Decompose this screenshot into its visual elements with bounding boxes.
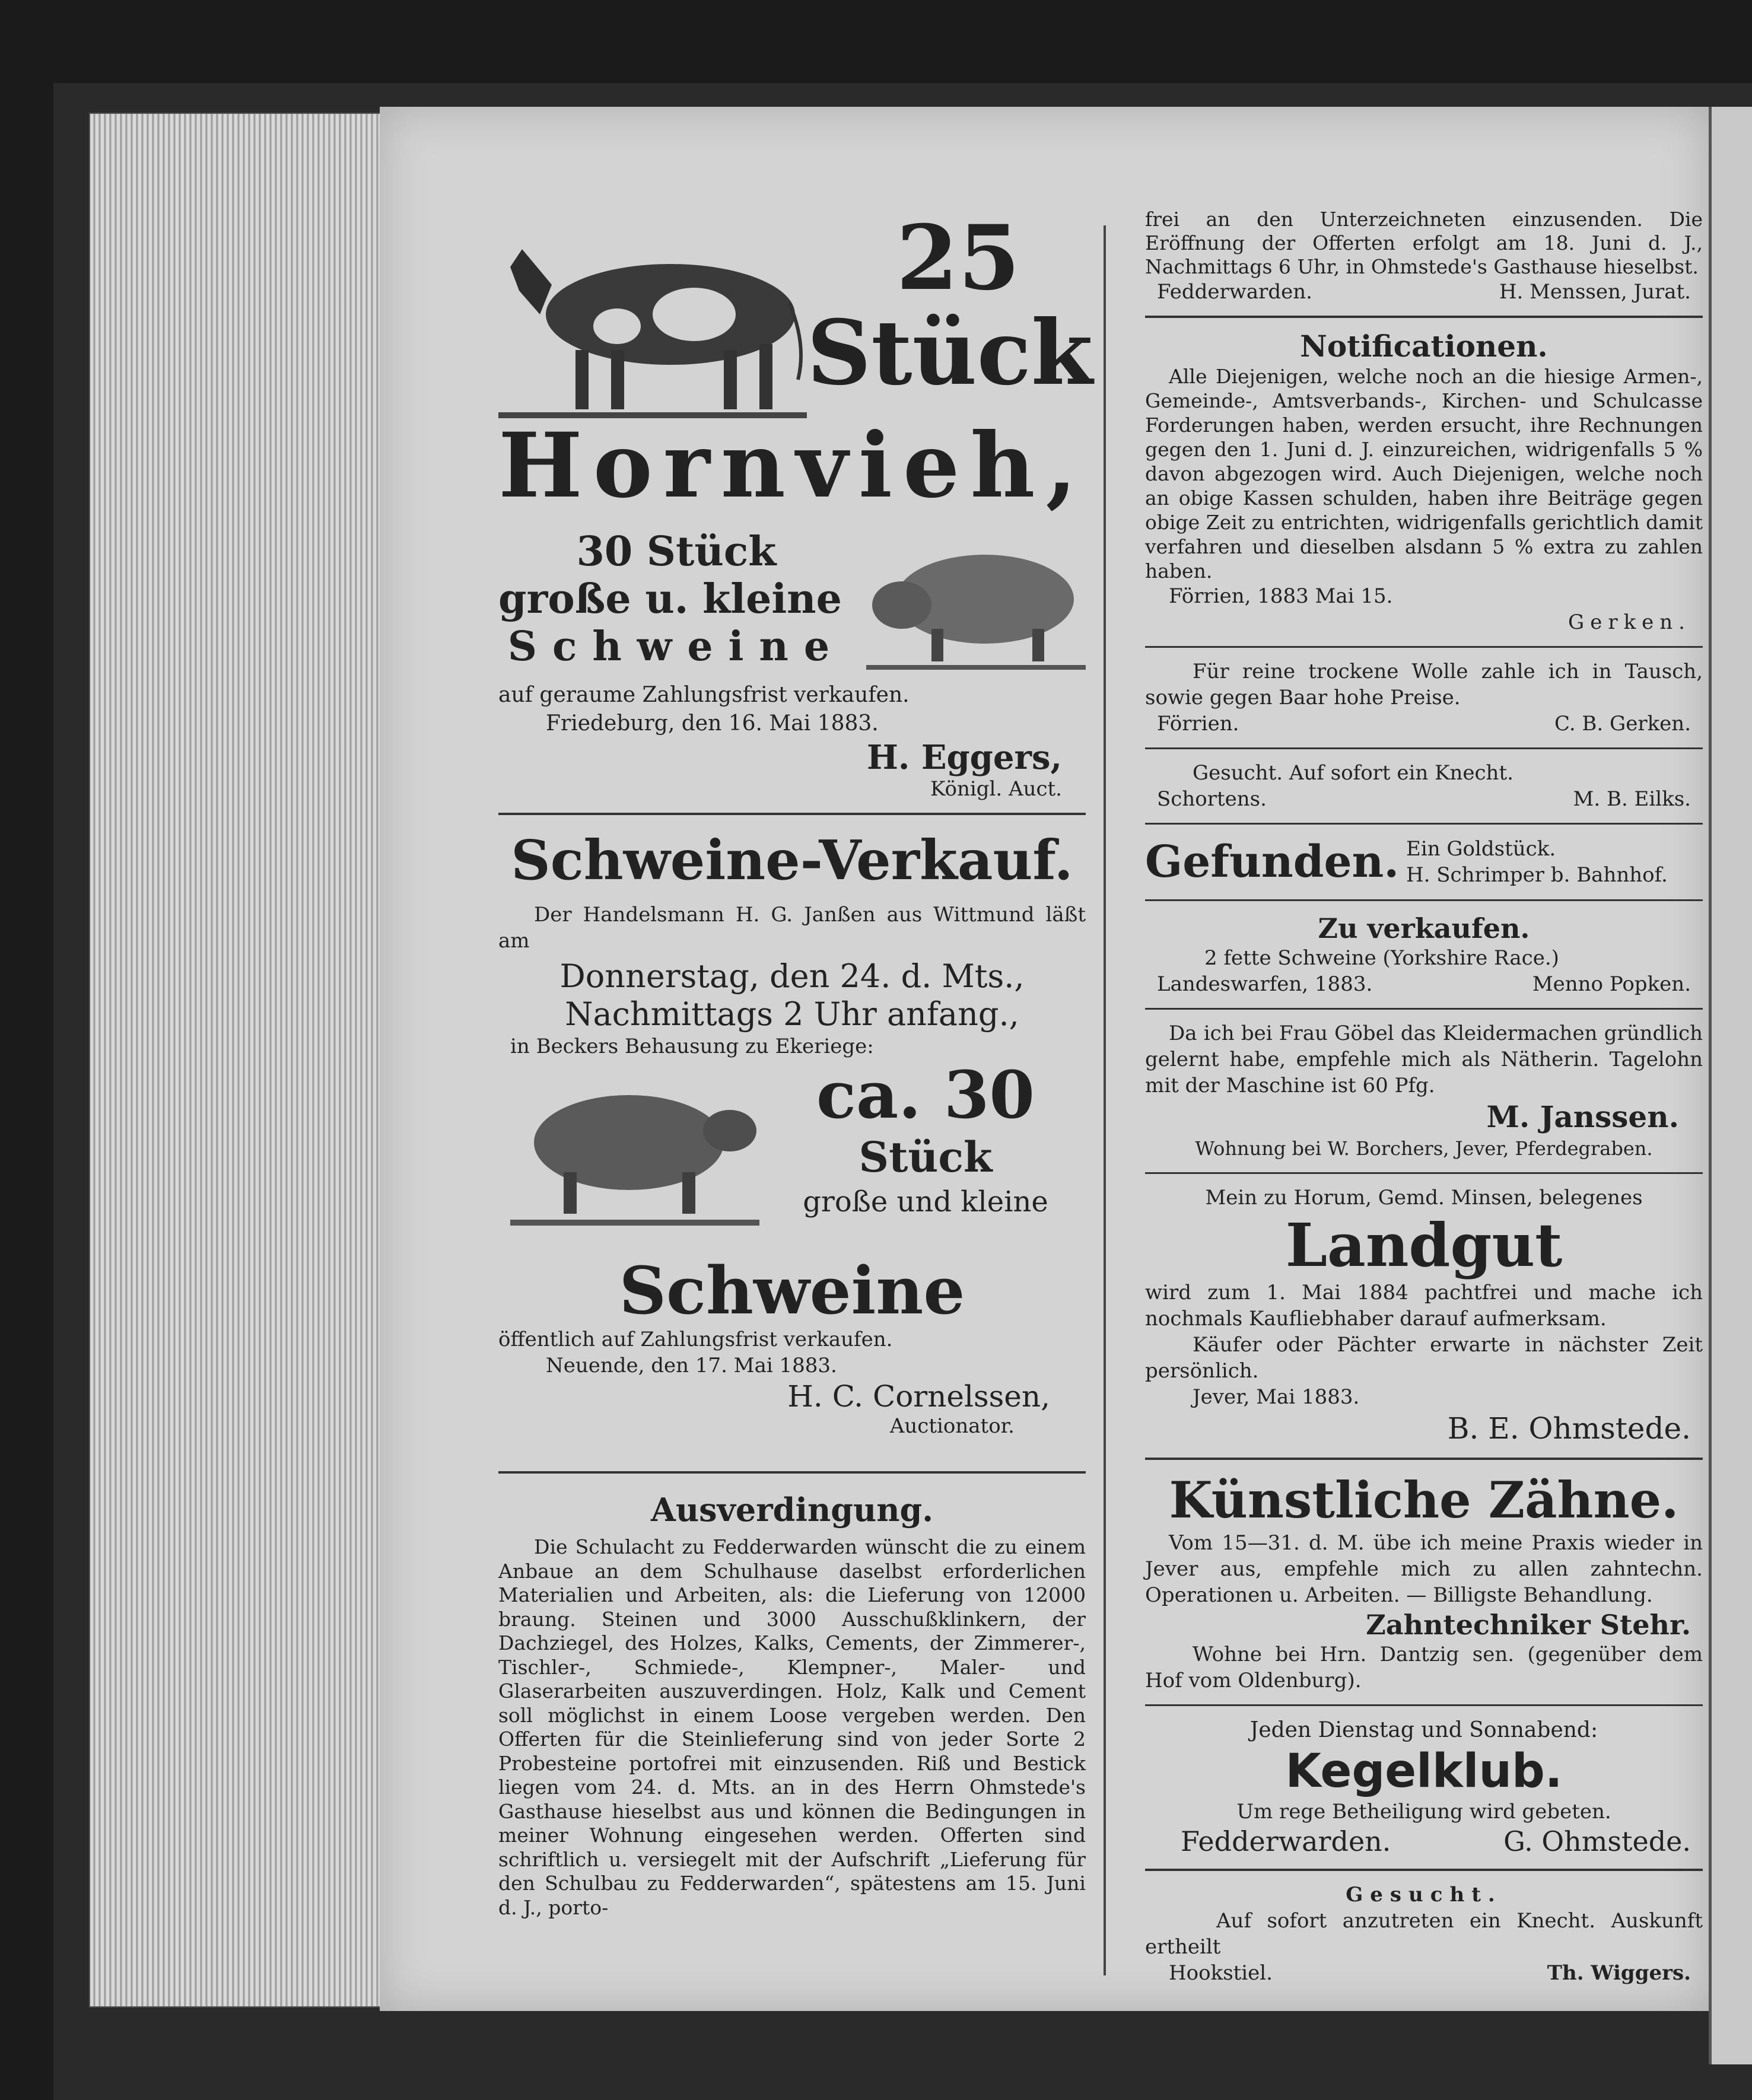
pig-icon [866,534,1086,676]
ad-teeth [1145,1471,1703,1694]
pigs-lines [498,528,854,670]
estate-signer: B. E. Ohmstede. [1447,1411,1691,1446]
ad-seamstress [1145,1020,1703,1162]
pig-sale-count: ca. 30 [816,1057,1035,1133]
pig-sale-intro: Der Handelsmann H. G. Janßen aus Wittmund läßt am [498,903,1086,953]
club-body: Um rege Betheiligung wird gebeten. [1236,1800,1611,1824]
club-place: Fedderwarden. [1181,1825,1391,1857]
divider [1145,1008,1703,1010]
estate-place-date: Jever, Mai 1883. [1193,1385,1360,1409]
wanted-signer: Th. Wiggers. [1547,1961,1691,1985]
divider [1145,646,1703,648]
sale-pigs-body: 2 fette Schweine (Yorkshire Race.) [1204,946,1559,970]
pig-sale-date: Donnerstag, den 24. d. Mts., [559,957,1025,995]
ad-servant [1145,760,1703,812]
cattle-title: Hornvieh, [498,413,1088,518]
pig-sale-terms: öffentlich auf Zahlungsfrist verkaufen. [498,1328,893,1351]
pig-sale-place: in Beckers Behausung zu Ekeriege: [510,1035,874,1058]
divider [1145,823,1703,825]
sale-pigs-signer: Menno Popken. [1532,972,1691,996]
cow-icon [498,225,807,427]
seamstress-body: Da ich bei Frau Göbel das Kleidermachen gründlich gelernt habe, empfehle mich als Nätherin. Tagelohn mit der Maschine ist 60 Pfg. [1145,1022,1703,1097]
ad-cattle [498,206,1093,807]
pig-sale-signer-title: Auctionator. [889,1414,1015,1438]
wool-signature-row [1145,711,1703,737]
pig-sale-time: Nachmittags 2 Uhr anfang., [565,995,1019,1033]
wool-place: Förrien. [1157,712,1239,736]
tender-continuation-block [1145,208,1703,305]
pig-sale-desc: große und kleine [803,1185,1048,1218]
pig-sale-signer: H. C. Cornelssen, [787,1379,1050,1414]
sale-pigs-title: Zu verkaufen. [1318,912,1530,944]
wool-signer: C. B. Gerken. [1554,712,1691,736]
notifications-place-date: Förrien, 1883 Mai 15. [1169,584,1393,608]
cattle-place-date: Friedeburg, den 16. Mai 1883. [546,711,879,736]
seamstress-address: Wohnung bei W. Borchers, Jever, Pferdegraben. [1195,1137,1653,1160]
page-edges [89,113,388,2007]
estate-body: wird zum 1. Mai 1884 pachtfrei und mache ich nochmals Kaufliebhaber darauf aufmerksam. [1145,1281,1703,1331]
cattle-terms: auf geraume Zahlungsfrist verkaufen. [498,683,910,707]
cattle-signer: H. Eggers, [866,738,1062,777]
club-signer: G. Ohmstede. [1503,1825,1691,1857]
right-column [1145,208,1703,1986]
ad-estate [1145,1185,1703,1447]
wanted-title: Gesucht. [1346,1883,1502,1907]
notifications-body: Alle Diejenigen, welche noch an die hiesige Armen-, Gemeinde-, Amtsverbands-, Kirchen- und Schulcasse Forderungen haben, werden ersucht, ihre Rechnungen gegen den 1. Juni d. J. einzureichen, widrigenfalls 5 % davon abgezogen wird. Auch Diejenigen, welche noch an obige Kassen schulden, haben ihre Beiträge gegen obige Zeit zu entrichten, widrigenfalls gerichtlich damit verfahren und dieselben alsdann 5 % extra zu zahlen haben. [1145,365,1703,583]
divider [1145,316,1703,318]
sale-pigs-place-date: Landeswarfen, 1883. [1157,972,1373,996]
next-page-edge [1709,107,1752,2064]
servant-signature-row [1145,786,1703,812]
pigs-count: 30 Stück [576,528,777,575]
ad-sale-pigs [1145,912,1703,997]
pig-sale-word: Schweine [619,1252,965,1329]
ad-found [1145,835,1703,889]
column-divider [1104,225,1106,1975]
wanted-body: Auf sofort anzutreten ein Knecht. Auskunft ertheilt [1145,1909,1703,1959]
ad-wool [1145,658,1703,737]
found-line-1: Ein Goldstück. [1406,837,1556,861]
cattle-unit: Stück [807,301,1093,405]
pig-sale-illus-row [498,1059,1086,1255]
teeth-signer: Zahntechniker Stehr. [1366,1609,1691,1641]
divider [1145,1869,1703,1871]
club-intro: Jeden Dienstag und Sonnabend: [1249,1718,1598,1742]
cattle-count: 25 [896,206,1020,310]
teeth-title: Künstliche Zähne. [1169,1471,1679,1529]
ad-tender [498,1489,1086,1920]
wanted-place: Hookstiel. [1169,1961,1273,1985]
sale-pigs-signature-row [1145,971,1703,997]
divider [1145,1172,1703,1174]
estate-title: Landgut [1285,1210,1563,1280]
club-signature-row [1145,1825,1703,1858]
found-lines [1406,836,1668,888]
divider [1145,747,1703,749]
wool-body: Für reine trockene Wolle zahle ich in Tausch, sowie gegen Baar hohe Preise. [1145,660,1703,709]
ad-club [1145,1717,1703,1858]
divider [498,813,1086,815]
club-title: Kegelklub. [1285,1745,1563,1798]
ad-wanted [1145,1882,1703,1986]
pig-sale-title: Schweine-Verkauf. [511,828,1073,892]
servant-place: Schortens. [1157,787,1267,811]
cattle-signer-title: Königl. Auct. [930,777,1062,801]
found-title: Gefunden. [1145,836,1400,887]
newspaper-page [380,107,1709,2011]
found-line-2: H. Schrimper b. Bahnhof. [1406,863,1668,887]
divider [498,1471,1086,1474]
teeth-body: Vom 15—31. d. M. übe ich meine Praxis wieder in Jever aus, empfehle mich zu allen zahntechn. Operationen u. Arbeiten. — Billigste Behandlung. [1145,1531,1703,1607]
tender-signature-row [1145,279,1703,305]
servant-body: Gesucht. Auf sofort ein Knecht. [1193,761,1513,785]
pig-icon [510,1071,759,1237]
pig-sale-unit: Stück [858,1132,993,1182]
tender-signer: H. Menssen, Jurat. [1499,280,1691,304]
pig-sale-place-date: Neuende, den 17. Mai 1883. [546,1354,837,1377]
seamstress-signer: M. Janssen. [1486,1099,1679,1134]
teeth-address: Wohne bei Hrn. Dantzig sen. (gegenüber dem Hof vom Oldenburg). [1145,1643,1703,1692]
tender-title: Ausverdingung. [650,1491,934,1529]
divider [1145,1458,1703,1460]
wanted-signature-row [1145,1960,1703,1986]
ad-notifications [1145,329,1703,635]
notifications-title: Notificationen. [1300,329,1548,364]
estate-intro: Mein zu Horum, Gemd. Minsen, belegenes [1205,1186,1643,1210]
divider [1145,899,1703,901]
estate-body-2: Käufer oder Pächter erwarte in nächster Zeit persönlich. [1145,1333,1703,1383]
tender-place: Fedderwarden. [1157,280,1312,304]
tender-body: Die Schulacht zu Fedderwarden wünscht die zu einem Anbaue an dem Schulhause daselbst erforderlichen Materialien und Arbeiten, als: die Lieferung von 12000 braung. Steinen und 3000 Ausschußklinkern, der Dachziegel, des Holzes, Kalks, Cements, der Zimmerer-, Tischler-, Schmiede-, Klempner-, Maler- und Glaserarbeiten auszuverdingen. Holz, Kalk und Cement soll möglichst in einem Loose vergeben werden. Den Offerten für die Steinlieferung sind von jeder Sorte 2 Probesteine portofrei mit einzusenden. Riß und Bestick liegen vom 24. d. Mts. an in des Herrn Ohmstede's Gasthause hieselbst aus und können die Bedingungen in meiner Wohnung eingesehen werden. Offerten sind schriftlich u. versiegelt mit der Aufschrift „Lieferung für den Schulbau zu Fedderwarden“, spätestens am 15. Juni d. J., porto- [498,1535,1086,1919]
tender-continuation: frei an den Unterzeichneten einzusenden. Die Eröffnung der Offerten erfolgt am 18. Juni d. J., Nachmittags 6 Uhr, in Ohmstede's Gasthause hieselbst. [1145,208,1703,278]
pigs-desc: große u. kleine [498,575,842,623]
ad-pig-sale [498,825,1086,1471]
servant-signer: M. B. Eilks. [1573,787,1691,811]
divider [1145,1704,1703,1706]
pigs-word: Schweine [507,623,845,670]
notifications-signer: Gerken. [1568,610,1691,634]
